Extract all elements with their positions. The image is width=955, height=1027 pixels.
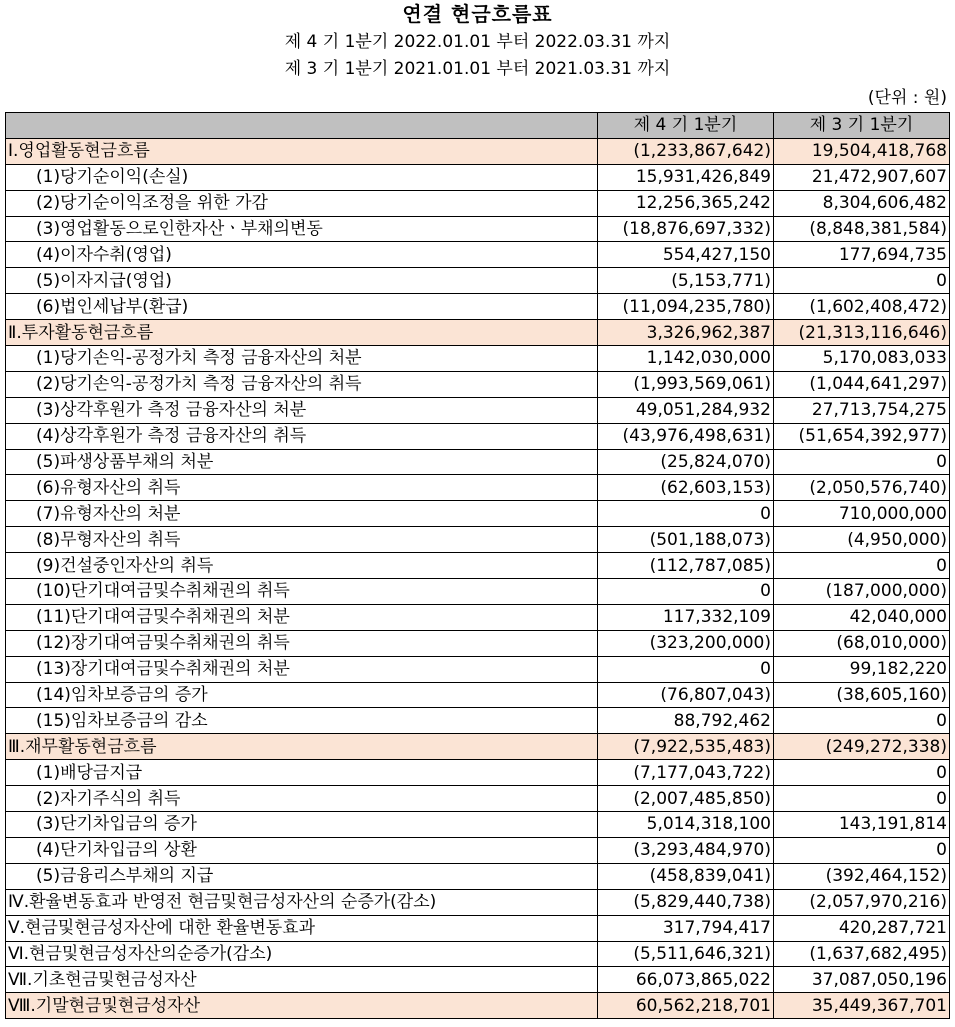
- row-label: (5)파생상품부채의 처분: [6, 449, 598, 475]
- current-period-amount: (7,922,535,483): [598, 734, 774, 760]
- row-label: Ⅰ.영업활동현금흐름: [6, 138, 598, 164]
- current-period-amount: (458,839,041): [598, 863, 774, 889]
- prior-period-amount: (8,848,381,584): [774, 216, 950, 242]
- prior-period-amount: 420,287,721: [774, 915, 950, 941]
- table-row: [6, 423, 950, 449]
- current-period-amount: 0: [598, 501, 774, 527]
- table-row: [6, 812, 950, 838]
- current-period-amount: (25,824,070): [598, 449, 774, 475]
- prior-period-amount: 0: [774, 760, 950, 786]
- row-label: (3)단기차입금의 증가: [6, 812, 598, 838]
- prior-period-amount: (1,637,682,495): [774, 941, 950, 967]
- prior-period-amount: 0: [774, 837, 950, 863]
- prior-period-amount: 19,504,418,768: [774, 138, 950, 164]
- header-current-period: 제 4 기 1분기: [598, 113, 774, 139]
- table-row: [6, 294, 950, 320]
- row-label: (4)상각후원가 측정 금융자산의 취득: [6, 423, 598, 449]
- table-row: [6, 630, 950, 656]
- prior-period-amount: 27,713,754,275: [774, 397, 950, 423]
- current-period-amount: 0: [598, 579, 774, 605]
- current-period-amount: 3,326,962,387: [598, 320, 774, 346]
- row-label: (9)건설중인자산의 취득: [6, 553, 598, 579]
- current-period-amount: (43,976,498,631): [598, 423, 774, 449]
- current-period-amount: 317,794,417: [598, 915, 774, 941]
- row-label: (1)당기손익-공정가치 측정 금융자산의 처분: [6, 346, 598, 372]
- table-row: [6, 889, 950, 915]
- prior-period-amount: 0: [774, 268, 950, 294]
- table-row: [6, 967, 950, 993]
- table-row: [6, 837, 950, 863]
- table-row: [6, 682, 950, 708]
- table-row: [6, 475, 950, 501]
- prior-period: 제 3 기 1분기 2021.01.01 부터 2021.03.31 까지: [284, 59, 671, 79]
- prior-period-amount: 177,694,735: [774, 242, 950, 268]
- current-period-amount: (1,993,569,061): [598, 371, 774, 397]
- row-label: Ⅲ.재무활동현금흐름: [6, 734, 598, 760]
- table-row: [6, 190, 950, 216]
- prior-period-amount: (1,044,641,297): [774, 371, 950, 397]
- table-row: [6, 604, 950, 630]
- row-label: (4)이자수취(영업): [6, 242, 598, 268]
- row-label: (4)단기차입금의 상환: [6, 837, 598, 863]
- table-row: [6, 242, 950, 268]
- row-label: (5)금융리스부채의 지급: [6, 863, 598, 889]
- current-period-amount: (7,177,043,722): [598, 760, 774, 786]
- row-label: Ⅷ.기말현금및현금성자산: [6, 993, 598, 1019]
- row-label: (14)임차보증금의 증가: [6, 682, 598, 708]
- table-row: [6, 915, 950, 941]
- row-label: (3)상각후원가 측정 금융자산의 처분: [6, 397, 598, 423]
- row-label: (5)이자지급(영업): [6, 268, 598, 294]
- prior-period-amount: 143,191,814: [774, 812, 950, 838]
- current-period-amount: (62,603,153): [598, 475, 774, 501]
- current-period-amount: (18,876,697,332): [598, 216, 774, 242]
- prior-period-amount: 42,040,000: [774, 604, 950, 630]
- current-period-amount: (112,787,085): [598, 553, 774, 579]
- table-row: [6, 371, 950, 397]
- current-period-amount: 0: [598, 656, 774, 682]
- table-row: [6, 708, 950, 734]
- row-label: (8)무형자산의 취득: [6, 527, 598, 553]
- current-period-amount: (5,829,440,738): [598, 889, 774, 915]
- current-period-amount: 12,256,365,242: [598, 190, 774, 216]
- row-label: (1)당기순이익(손실): [6, 164, 598, 190]
- prior-period-amount: (51,654,392,977): [774, 423, 950, 449]
- row-label: Ⅳ.환율변동효과 반영전 현금및현금성자산의 순증가(감소): [6, 889, 598, 915]
- current-period-amount: 49,051,284,932: [598, 397, 774, 423]
- current-period-amount: 554,427,150: [598, 242, 774, 268]
- table-row: [6, 527, 950, 553]
- current-period-amount: (1,233,867,642): [598, 138, 774, 164]
- statement-title: 연결 현금흐름표: [402, 2, 553, 26]
- current-period-amount: 15,931,426,849: [598, 164, 774, 190]
- current-period-amount: (2,007,485,850): [598, 786, 774, 812]
- current-period-amount: (323,200,000): [598, 630, 774, 656]
- table-row: [6, 993, 950, 1019]
- row-label: Ⅱ.투자활동현금흐름: [6, 320, 598, 346]
- table-row: [6, 320, 950, 346]
- row-label: Ⅴ.현금및현금성자산에 대한 환율변동효과: [6, 915, 598, 941]
- table-row: [6, 268, 950, 294]
- row-label: (2)당기순이익조정을 위한 가감: [6, 190, 598, 216]
- table-row: [6, 941, 950, 967]
- prior-period-amount: (187,000,000): [774, 579, 950, 605]
- prior-period-amount: (2,050,576,740): [774, 475, 950, 501]
- current-period-amount: (76,807,043): [598, 682, 774, 708]
- table-row: [6, 760, 950, 786]
- current-period-amount: (5,153,771): [598, 268, 774, 294]
- prior-period-amount: 710,000,000: [774, 501, 950, 527]
- row-label: (3)영업활동으로인한자산ㆍ부채의변동: [6, 216, 598, 242]
- current-period-amount: (501,188,073): [598, 527, 774, 553]
- table-row: [6, 216, 950, 242]
- row-label: (6)법인세납부(환급): [6, 294, 598, 320]
- prior-period-amount: (2,057,970,216): [774, 889, 950, 915]
- current-period-amount: (3,293,484,970): [598, 837, 774, 863]
- table-row: [6, 346, 950, 372]
- row-label: (15)임차보증금의 감소: [6, 708, 598, 734]
- table-row: [6, 164, 950, 190]
- prior-period-amount: 0: [774, 449, 950, 475]
- current-period-amount: (5,511,646,321): [598, 941, 774, 967]
- prior-period-amount: 0: [774, 708, 950, 734]
- header-item: [6, 113, 598, 139]
- prior-period-amount: 37,087,050,196: [774, 967, 950, 993]
- prior-period-amount: (4,950,000): [774, 527, 950, 553]
- prior-period-amount: (392,464,152): [774, 863, 950, 889]
- row-label: (6)유형자산의 취득: [6, 475, 598, 501]
- row-label: (13)장기대여금및수취채권의 처분: [6, 656, 598, 682]
- table-row: [6, 863, 950, 889]
- row-label: Ⅶ.기초현금및현금성자산: [6, 967, 598, 993]
- table-row: [6, 734, 950, 760]
- current-period-amount: 88,792,462: [598, 708, 774, 734]
- prior-period-amount: (249,272,338): [774, 734, 950, 760]
- row-label: (10)단기대여금및수취채권의 취득: [6, 579, 598, 605]
- table-header-row: [6, 113, 950, 139]
- prior-period-amount: (68,010,000): [774, 630, 950, 656]
- row-label: (7)유형자산의 처분: [6, 501, 598, 527]
- prior-period-amount: 8,304,606,482: [774, 190, 950, 216]
- current-period-amount: 117,332,109: [598, 604, 774, 630]
- prior-period-amount: 5,170,083,033: [774, 346, 950, 372]
- prior-period-amount: 0: [774, 553, 950, 579]
- table-row: [6, 579, 950, 605]
- current-period: 제 4 기 1분기 2022.01.01 부터 2022.03.31 까지: [284, 32, 671, 52]
- prior-period-amount: 99,182,220: [774, 656, 950, 682]
- current-period-amount: (11,094,235,780): [598, 294, 774, 320]
- prior-period-amount: (21,313,116,646): [774, 320, 950, 346]
- table-row: [6, 138, 950, 164]
- table-row: [6, 501, 950, 527]
- cash-flow-table: [5, 112, 950, 1019]
- table-row: [6, 656, 950, 682]
- row-label: Ⅵ.현금및현금성자산의순증가(감소): [6, 941, 598, 967]
- prior-period-amount: 35,449,367,701: [774, 993, 950, 1019]
- row-label: (12)장기대여금및수취채권의 취득: [6, 630, 598, 656]
- row-label: (1)배당금지급: [6, 760, 598, 786]
- prior-period-amount: 0: [774, 786, 950, 812]
- prior-period-amount: (1,602,408,472): [774, 294, 950, 320]
- header-prior-period: 제 3 기 1분기: [774, 113, 950, 139]
- table-row: [6, 553, 950, 579]
- row-label: (2)당기손익-공정가치 측정 금융자산의 취득: [6, 371, 598, 397]
- row-label: (11)단기대여금및수취채권의 처분: [6, 604, 598, 630]
- table-row: [6, 449, 950, 475]
- current-period-amount: 66,073,865,022: [598, 967, 774, 993]
- prior-period-amount: 21,472,907,607: [774, 164, 950, 190]
- current-period-amount: 5,014,318,100: [598, 812, 774, 838]
- prior-period-amount: (38,605,160): [774, 682, 950, 708]
- current-period-amount: 60,562,218,701: [598, 993, 774, 1019]
- row-label: (2)자기주식의 취득: [6, 786, 598, 812]
- unit-label: (단위 : 원): [867, 88, 947, 108]
- table-row: [6, 397, 950, 423]
- table-row: [6, 786, 950, 812]
- current-period-amount: 1,142,030,000: [598, 346, 774, 372]
